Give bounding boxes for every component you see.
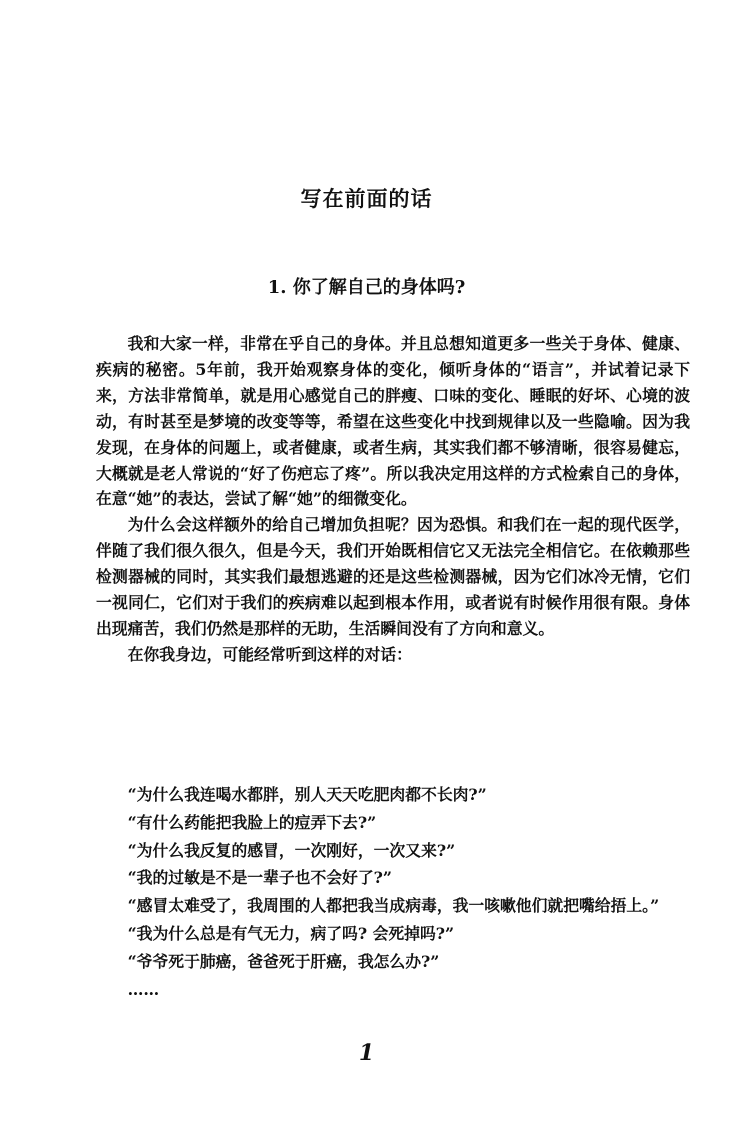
quote-item: “我的过敏是不是一辈子也不会好了?” — [127, 868, 392, 888]
quote-list — [96, 781, 690, 1003]
section-heading: 1. 你了解自己的身体吗? — [267, 277, 466, 298]
quote-ellipsis: …… — [127, 979, 160, 999]
quote-item: “为什么我反复的感冒，一次刚好，一次又来?” — [127, 840, 456, 860]
paragraph: 我和大家一样，非常在乎自己的身体。并且总想知道更多一些关于身体、健康、疾病的秘密。5年前，我开始观察身体的变化，倾听身体的“语言”，并试着记录下来，方法非常简单，就是用心感觉自己的胖瘦、口味的变化、睡眠的好坏、心境的波动，有时甚至是梦境的改变等等，希望在这些变化中找到规律以及一些隐喻。因为我发现，在身体的问题上，或者健康，或者生病，其实我们都不够清晰，很容易健忘，大概就是老人常说的“好了伤疤忘了疼”。所以我决定用这样的方式检索自己的身体，在意“她”的表达，尝试了解“她”的细微变化。 — [96, 334, 690, 509]
quote-item: “有什么药能把我脸上的痘弄下去?” — [127, 812, 377, 832]
quote-item: “我为什么总是有气无力，病了吗? 会死掉吗?” — [127, 923, 455, 943]
body-text — [96, 331, 690, 668]
paragraph: 为什么会这样额外的给自己增加负担呢？因为恐惧。和我们在一起的现代医学，伴随了我们很久很久，但是今天，我们开始既相信它又无法完全相信它。在依赖那些检测器械的同时，其实我们最想逃避的还是这些检测器械，因为它们冰冷无情，它们一视同仁，它们对于我们的疾病难以起到根本作用，或者说有时候作用很有限。身体出现痛苦，我们仍然是那样的无助，生活瞬间没有了方向和意义。 — [96, 515, 690, 638]
quote-item: “为什么我连喝水都胖，别人天天吃肥肉都不长肉?” — [127, 785, 487, 804]
paragraph: 在你我身边，可能经常听到这样的对话： — [127, 644, 412, 664]
page-number: 1 — [358, 1040, 375, 1066]
quote-item: “感冒太难受了，我周围的人都把我当成病毒，我一咳嗽他们就把嘴给捂上。” — [127, 896, 660, 916]
page-title: 写在前面的话 — [300, 186, 433, 211]
quote-item: “爷爷死于肺癌，爸爸死于肝癌，我怎么办?” — [127, 951, 440, 971]
